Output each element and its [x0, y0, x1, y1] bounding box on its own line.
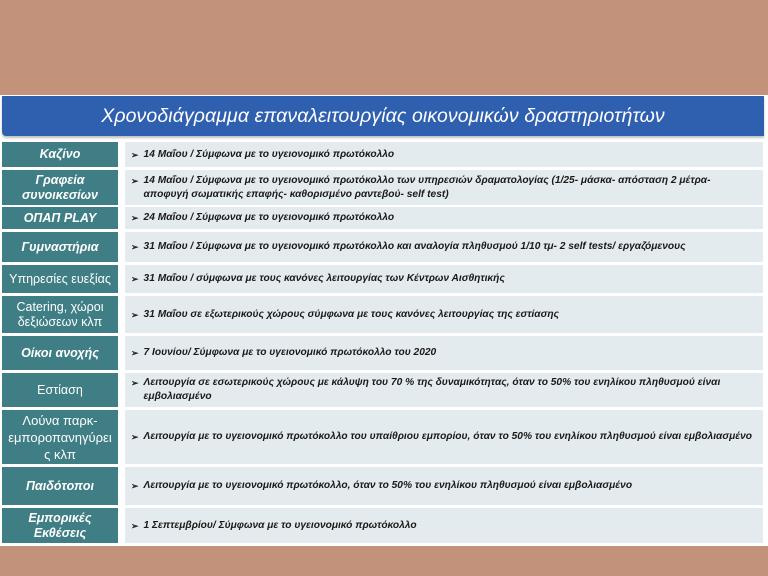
slide	[0, 95, 768, 546]
schedule-row-gyms	[0, 232, 768, 262]
row-description-text: 24 Μαΐου / Σύμφωνα με το υγειονομικό πρωτόκολλο	[143, 212, 395, 223]
arrowhead-bullet-icon: ➢	[131, 348, 139, 358]
row-description	[125, 410, 763, 464]
row-label: Εμπορικές Εκθέσεις	[2, 508, 118, 543]
schedule-row-playgrounds	[0, 467, 768, 505]
row-label: Γυμναστήρια	[2, 232, 118, 262]
row-label: Λούνα παρκ- εμποροπανηγύρει ς κλπ	[2, 410, 118, 464]
row-label: Γραφεία συνοικεσίων	[2, 170, 118, 205]
row-description-text: 7 Ιουνίου/ Σύμφωνα με το υγειονομικό πρωτόκολλο του 2020	[143, 347, 437, 358]
schedule-row-wellness-services	[0, 265, 768, 293]
arrowhead-bullet-icon: ➢	[131, 274, 139, 284]
arrowhead-bullet-icon: ➢	[131, 378, 139, 388]
row-label: Καζίνο	[2, 142, 118, 167]
row-label: Οίκοι ανοχής	[2, 336, 118, 370]
row-label: ΟΠΑΠ PLAY	[2, 207, 118, 229]
row-description-text: Λειτουργία με το υγειονομικό πρωτόκολλο, όταν το 50% του ενηλίκου πληθυσμού είναι εμβολιασμένο	[143, 480, 633, 491]
row-description	[125, 170, 763, 205]
row-description	[125, 265, 763, 293]
title-bar	[2, 96, 764, 136]
arrowhead-bullet-icon: ➢	[131, 149, 139, 160]
schedule-row-trade-fairs	[0, 508, 768, 543]
arrowhead-bullet-icon: ➢	[131, 520, 139, 531]
schedule-row-brothels	[0, 336, 768, 370]
arrowhead-bullet-icon: ➢	[131, 242, 139, 252]
row-description-text: 14 Μαΐου / Σύμφωνα με το υγειονομικό πρωτόκολλο των υπηρεσιών δραματολογίας (1/25- μάσκα- απόσταση 2 μέτρα- αποφυγή σωματικής επαφής- καθορισμένο ραντεβού- self test)	[143, 174, 711, 200]
schedule-row-matchmaking-offices	[0, 170, 768, 205]
arrowhead-bullet-icon: ➢	[131, 481, 139, 491]
row-description	[125, 467, 763, 505]
row-description-text: 31 Μαΐου σε εξωτερικούς χώρους σύμφωνα με τους κανόνες λειτουργίας της εστίασης	[143, 308, 559, 320]
schedule-row-dining	[0, 373, 768, 407]
schedule-row-amusement-parks	[0, 410, 768, 464]
row-label: Εστίαση	[2, 373, 118, 407]
arrowhead-bullet-icon: ➢	[131, 213, 139, 223]
arrowhead-bullet-icon: ➢	[131, 432, 139, 442]
row-label: Υπηρεσίες ευεξίας	[2, 265, 118, 293]
row-description	[125, 373, 763, 407]
row-description	[125, 508, 763, 543]
row-label: Catering, χώροι δεξιώσεων κλπ	[2, 296, 118, 333]
slide-title: Χρονοδιάγραμμα επαναλειτουργίας οικονομικών δραστηριοτήτων	[101, 104, 665, 127]
arrowhead-bullet-icon: ➢	[131, 309, 139, 320]
row-description	[125, 207, 763, 229]
arrowhead-bullet-icon: ➢	[131, 175, 139, 186]
row-description-text: 14 Μαΐου / Σύμφωνα με το υγειονομικό πρωτόκολλο	[143, 148, 395, 160]
row-description	[125, 232, 763, 262]
schedule-row-opap-play	[0, 207, 768, 229]
row-label: Παιδότοποι	[2, 467, 118, 505]
row-description-text: 1 Σεπτεμβρίου/ Σύμφωνα με το υγειονομικό πρωτόκολλο	[143, 519, 417, 531]
row-description	[125, 336, 763, 370]
row-description-text: 31 Μαΐου / Σύμφωνα με το υγειονομικό πρωτόκολλο και αναλογία πληθυσμού 1/10 τμ- 2 self tests/ εργαζόμενους	[143, 241, 686, 252]
row-description	[125, 296, 763, 333]
row-description-text: 31 Μαΐου / σύμφωνα με τους κανόνες λειτουργίας των Κέντρων Αισθητικής	[143, 273, 505, 284]
schedule-row-catering	[0, 296, 768, 333]
row-description-text: Λειτουργία με το υγειονομικό πρωτόκολλο του υπαίθριου εμπορίου, όταν το 50% του ενηλίκου πληθυσμού είναι εμβολιασμένο	[143, 431, 753, 442]
row-description	[125, 142, 763, 167]
row-description-text: Λειτουργία σε εσωτερικούς χώρους με κάλυψη του 70 % της δυναμικότητας, όταν το 50% του ενηλίκου πληθυσμού είναι εμβολιασμένο	[143, 377, 721, 402]
schedule-row-casino	[0, 142, 768, 167]
